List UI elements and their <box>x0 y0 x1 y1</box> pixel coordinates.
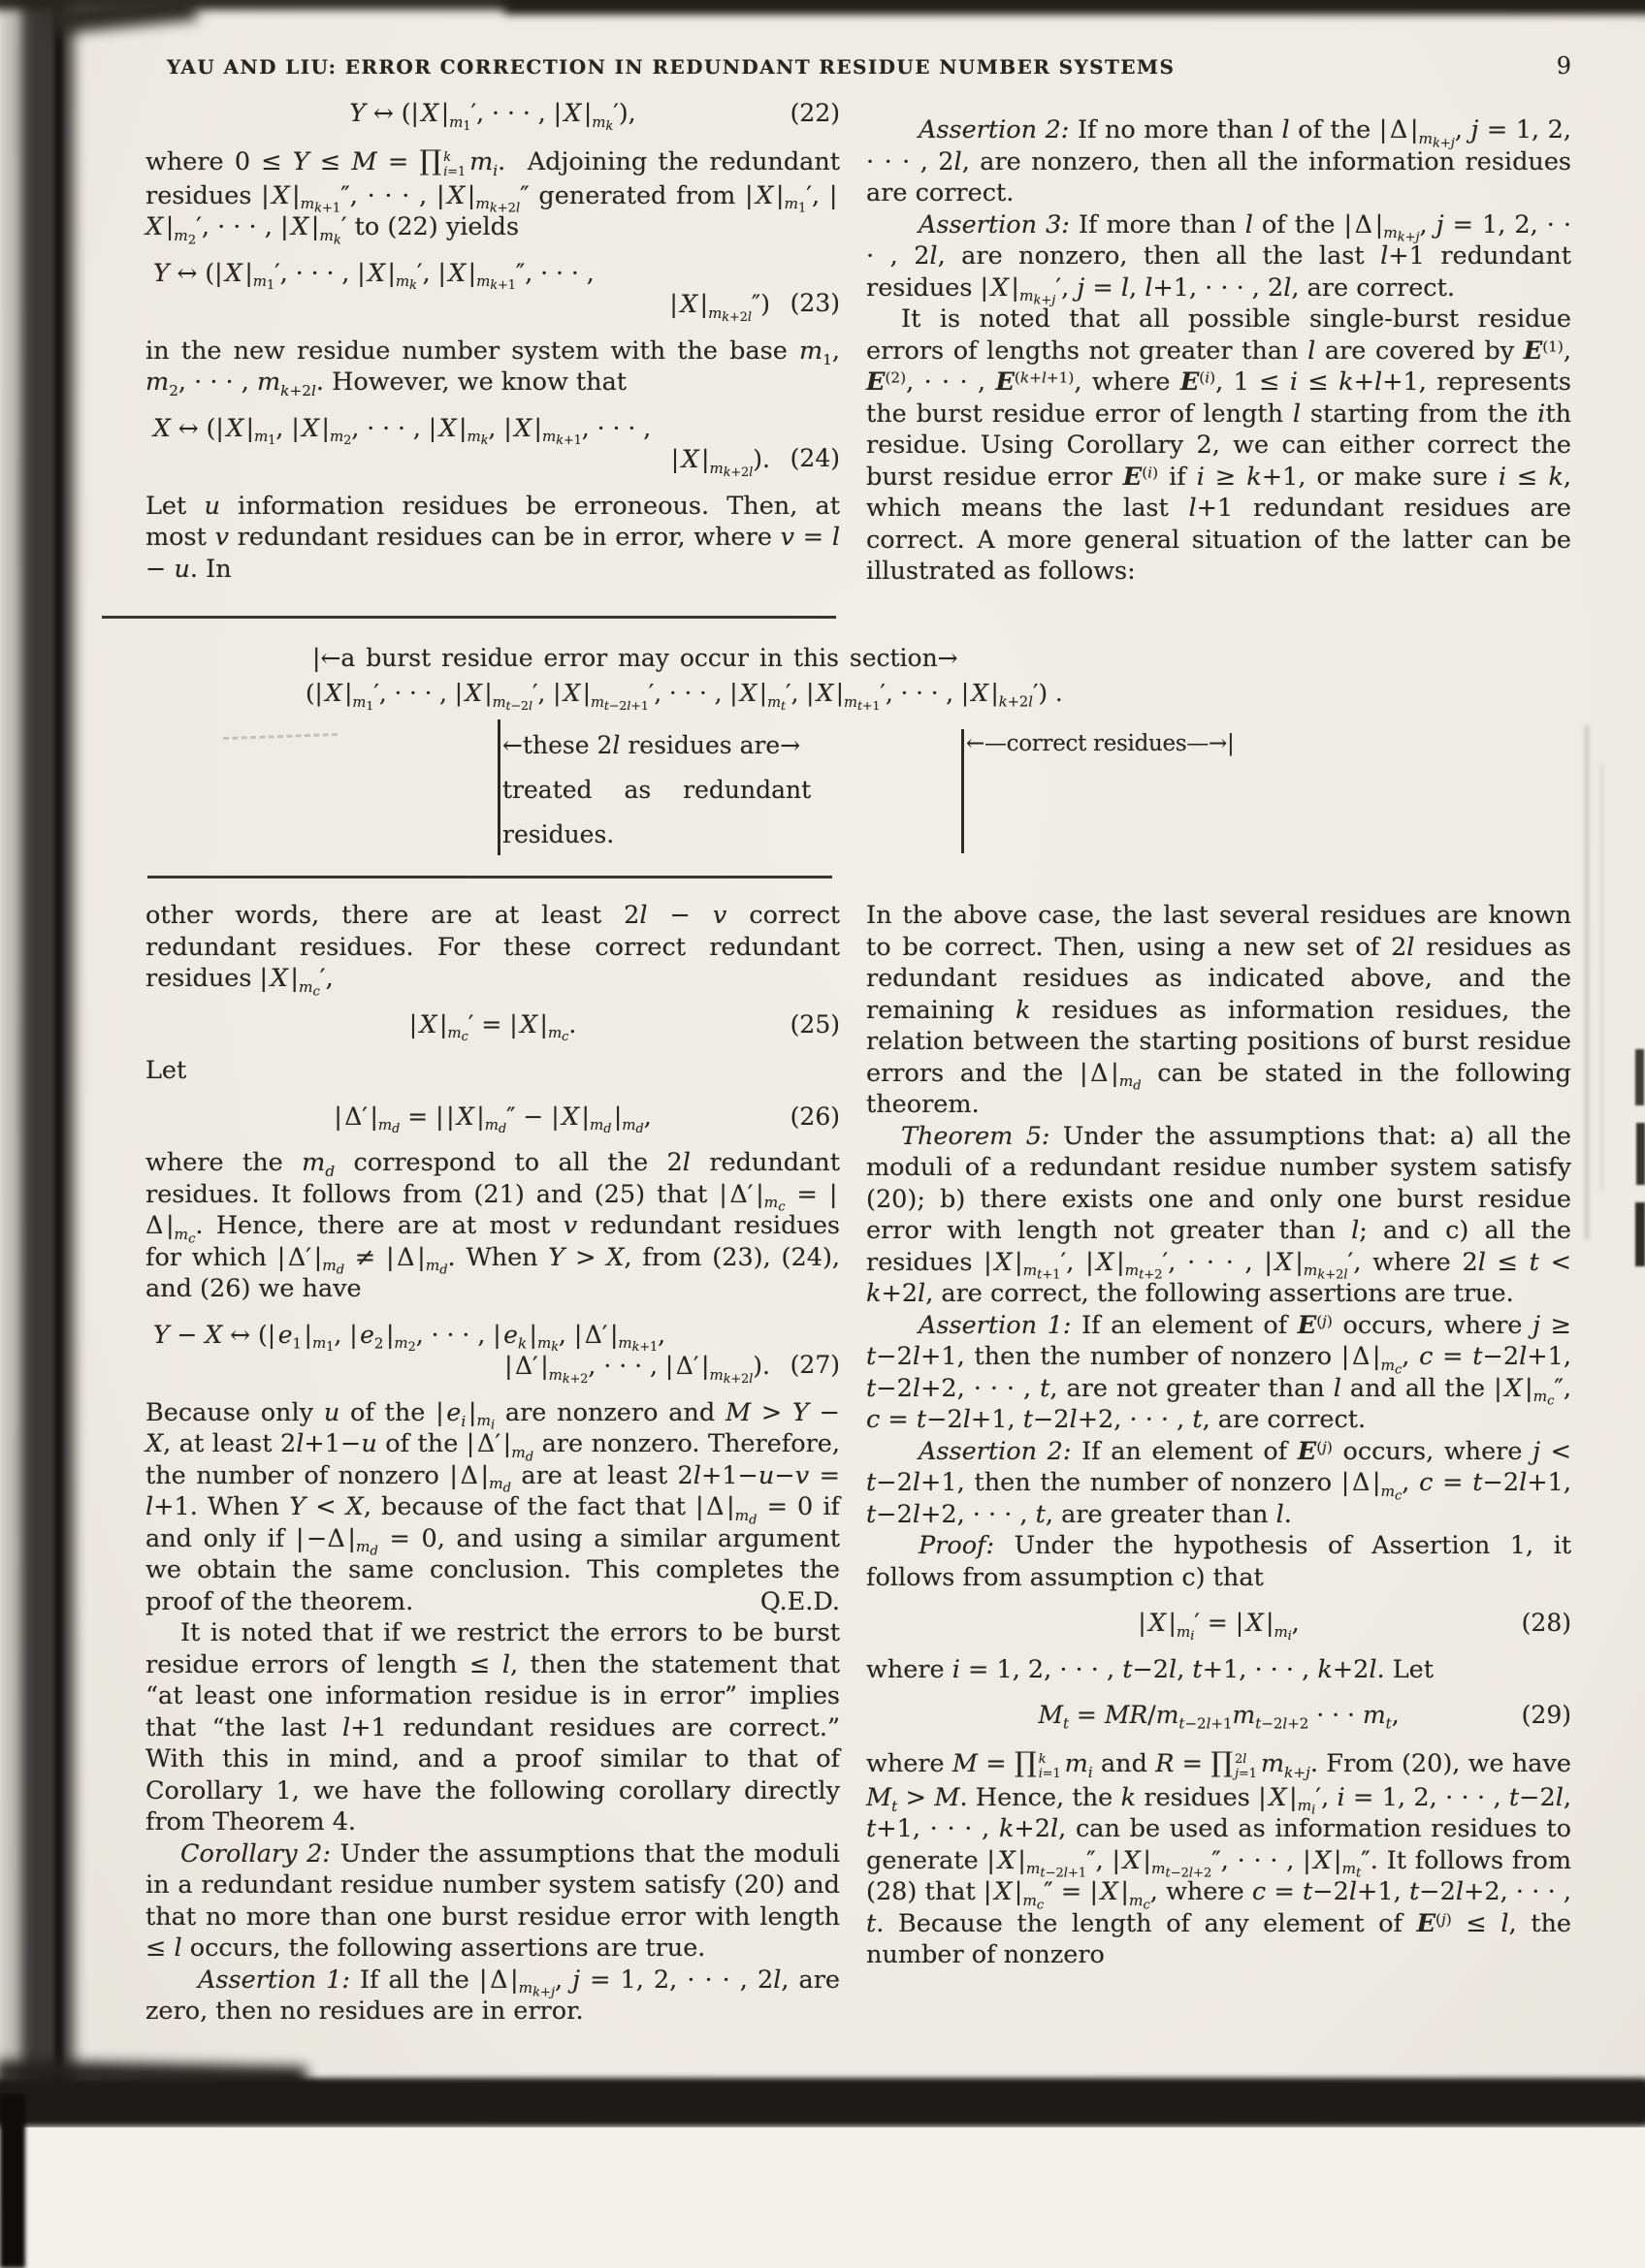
equation-23-line1: Y ↔ (| X $|_{m_1}'$, · · · , | X $|_{m_k}'$, | X $|_{m_{k+1}}''$, · · · , <box>153 258 595 294</box>
equation-27-line1: Y − X ↔ (| $e_1$ $|_{m_1}$, | $e_2$ $|_{m_2}$, · · · , | $e_k$ $|_{m_k}$, | Δ′ $|_{m_{k+1}}$, <box>153 1320 666 1356</box>
para-let: Let <box>145 1056 187 1085</box>
equation-26 <box>145 1102 840 1137</box>
equation-28-number: (28) <box>1521 1609 1571 1637</box>
para-assertion-3: Assertion 3: If more than l of the | Δ $|_{m_{k+j}}$, j = 1, 2, · · · , 2l, are nonzero, then all the last l+1 redundant residues | X $|_{m_{k+j}}'$, j = l, l+1, · · · , 2l, are correct. <box>866 209 1572 308</box>
para-assertion-1-left: Assertion 1: If all the | Δ $|_{m_{k+j}}$, j = 1, 2, · · · , 2l, are zero, then no residues are in error. <box>145 1965 841 2026</box>
para-because-only-u: Because only u of the | $e_i$ $|_{m_i}$ are nonzero and M > Y − X, at least 2l+1−u of the | Δ′ $|_{m_d}$ are nonzero. Therefore, the number of nonzero | Δ $|_{m_d}$ are at least 2l+1−u−v = l+1. When Y < X, because of the fact that | Δ $|_{m_d} = 0$ if and only if | −Δ $|_{m_d} = 0$, and using a similar argument we obtain the same conclusion. This completes the proof of the theorem. Q.E.D. <box>145 1397 841 1616</box>
burst-error-figure <box>0 621 1645 887</box>
equation-29 <box>866 1700 1571 1732</box>
para-proof: Proof: Under the hypothesis of Assertion 1, it follows from assumption c) that <box>866 1531 1571 1592</box>
equation-24-line1: X ↔ (| X $|_{m_1}$, | X $|_{m_2}$, · · · , | X $|_{m_k}$, | X $|_{m_{k+1}}$, · · · , <box>153 413 652 449</box>
equation-25-number: (25) <box>790 1009 840 1038</box>
equation-27-number: (27) <box>790 1351 840 1379</box>
equation-27-line2: | Δ′ $|_{m_{k+2}}$, · · · , | Δ′ $|_{m_{k+2l}}$). <box>504 1352 770 1387</box>
para-where-adjoining: where 0 ≤ Y ≤ M = ∏ k i=1 $m_i$. Adjoining the redundant residues | X $|_{m_{k+1}}''$, · · · , | X $|_{m_{k+2l}}''$ generated from | X $|_{m_1}'$, | X $|_{m_2}'$, · · · , | X $|_{m_k}'$ to (22) yields <box>145 143 841 248</box>
figure-rule-top <box>102 616 836 619</box>
equation-24 <box>145 413 840 480</box>
equation-24-number: (24) <box>790 444 840 473</box>
figure-treated-label: treated as redundant <box>502 776 812 804</box>
figure-rule-bottom <box>147 876 832 878</box>
figure-correct-residues-label: ←—correct residues—→| <box>966 731 1235 756</box>
running-title: YAU AND LIU: ERROR CORRECTION IN REDUNDANT RESIDUE NUMBER SYSTEMS <box>167 55 1176 79</box>
para-where-i: where i = 1, 2, · · · , t−2l, t+1, · · · , k+2l. Let <box>866 1654 1434 1684</box>
equation-25-body: | X $|_{m_c}'$ = | X $|_{m_c}$. <box>408 1009 577 1045</box>
para-assertion-2-right: Assertion 2: If an element of $E^{(j)}$ occurs, where j < t−2l+1, then the number of nonzero | Δ $|_{m_c}$, c = t−2l+1, t−2l+2, · · · , t, are greater than l. <box>866 1436 1571 1529</box>
figure-divider-bar-left <box>498 719 500 855</box>
equation-23 <box>145 258 840 325</box>
equation-28-body: | X $|_{m_i}'$ = | X $|_{m_i}$, <box>1138 1609 1300 1644</box>
equation-25 <box>145 1009 840 1045</box>
left-column-top <box>145 83 840 585</box>
equation-22 <box>145 98 840 134</box>
para-new-residue-system: in the new residue number system with the base $m_1$, $m_2$, · · · , $m_{k+2l}$. However, we know that <box>145 335 840 399</box>
figure-these-residues-label: ←these 2l residues are→ <box>502 731 801 759</box>
equation-22-body: Y ↔ (| X $|_{m_1}'$, · · · , | X $|_{m_k}'$), <box>349 99 636 134</box>
equation-29-number: (29) <box>1521 1701 1571 1729</box>
para-let-u-information: Let u information residues be erroneous. Then, at most v redundant residues can be in error, where v = l − u. In <box>145 491 840 584</box>
para-restrict-errors: It is noted that if we restrict the errors to be burst residue errors of length ≤ l, then the statement that “at least one information residue is in error” implies that “the last l+1 redundant residues are correct.” With this in mind, and a proof similar to that of Corollary 1, we have the following corollary directly from Theorem 4. <box>145 1618 840 1837</box>
equation-24-line2: | X $|_{m_{k+2l}}$). <box>670 445 770 480</box>
figure-residue-equation: (| X $|_{m_1}'$, · · · , | X $|_{m_{t-2l}}'$, | X $|_{m_{t-2l+1}}'$, · · · , | X $|_{m_t}'$, | X $|_{m_{t+1}}'$, · · · , | X $|_{k+2l}'$) . <box>306 679 1063 713</box>
equation-26-number: (26) <box>790 1102 840 1131</box>
para-where-M: where M = ∏ k i=1 $m_i$ and R = ∏ 2l j=1 $m_{k+j}$. From (20), we have $M_t > M$. Hence, the k residues | X $|_{m_i}'$, i = 1, 2, · · · , t−2l, t+1, · · · , k+2l, can be used as information residues to generate | X $|_{m_{t-2l+1}}''$, | X $|_{m_{t-2l+2}}''$, · · · , | X $|_{m_t}''$. It follows from (28) that | X $|_{m_c}''$ = | X $|_{m_c}$, where c = t−2l+1, t−2l+2, · · · , t. Because the length of any element of $E^{(j)} \le l$, the number of nonzero <box>866 1744 1572 1970</box>
equation-26-body: | Δ′ $|_{m_d}$ = | | X $|_{m_d}''$ − | X $|_{m_d}$ $|_{m_d}$, <box>334 1102 652 1137</box>
equation-23-line2: | X $|_{m_{k+2l}}''$) <box>669 290 770 325</box>
para-assertion-2: Assertion 2: If no more than l of the | Δ $|_{m_{k+j}}$, j = 1, 2, · · · , 2l, are nonzero, then all the information residues are correct. <box>866 115 1572 208</box>
equation-28 <box>866 1608 1571 1644</box>
right-column-top <box>866 114 1571 588</box>
page-number: 9 <box>1556 52 1571 80</box>
figure-divider-bar-middle <box>961 729 964 853</box>
para-other-words: other words, there are at least 2l − v correct redundant residues. For these correct redundant residues | X $|_{m_c}'$, <box>145 901 840 1000</box>
para-single-burst-noted: It is noted that all possible single-burst residue errors of lengths not greater than l are covered by $E^{(1)}$, $E^{(2)}$, · · · , $E^{(k+l+1)}$, where $E^{(i)}$, 1 ≤ i ≤ k+l+1, represents the burst residue error of length l starting from the ith residue. Using Corollary 2, we can either correct the burst residue error $E^{(i)}$ if i ≥ k+1, or make sure i ≤ k, which means the last l+1 redundant residues are correct. A more general situation of the latter can be illustrated as follows: <box>866 304 1572 586</box>
equation-29-body: $M_t = MR/m_{t-2l+1}m_{t-2l+2}$ · · · $m_t$, <box>1038 1701 1400 1733</box>
equation-27 <box>145 1320 840 1387</box>
equation-22-number: (22) <box>790 99 840 127</box>
para-theorem-5: Theorem 5: Under the assumptions that: a) all the moduli of a redundant residue number system satisfy (20); b) there exists one and only one burst residue error with length not greater than l; and c) all the residues | X $|_{m_{t+1}}'$, | X $|_{m_{t+2}}'$, · · · , | X $|_{m_{k+2l}}'$, where 2l ≤ t < k+2l, are correct, the following assertions are true. <box>866 1121 1572 1308</box>
para-assertion-1-right: Assertion 1: If an element of $E^{(j)}$ occurs, where j ≥ t−2l+1, then the number of nonzero | Δ $|_{m_c}$, c = t−2l+1, t−2l+2, · · · , t, are not greater than l and all the | X $|_{m_c}''$, c = t−2l+1, t−2l+2, · · · , t, are correct. <box>866 1310 1571 1434</box>
para-in-above-case: In the above case, the last several residues are known to be correct. Then, using a new set of 2l residues as redundant residues as indicated above, and the remaining k residues as information residues, the relation between the starting positions of burst residue errors and the | Δ $|_{m_d}$ can be stated in the following theorem. <box>866 901 1571 1119</box>
para-where-md: where the $m_d$ correspond to all the 2l redundant residues. It follows from (21) and (25) that | Δ′ $|_{m_c}$ = | Δ $|_{m_c}$. Hence, there are at most v redundant residues for which | Δ′ $|_{m_d}$ ≠ | Δ $|_{m_d}$. When Y > X, from (23), (24), and (26) we have <box>145 1148 840 1303</box>
figure-residues-label: residues. <box>502 820 615 848</box>
figure-burst-section-label: |←a burst residue error may occur in this section→ <box>312 644 958 672</box>
left-column-bottom <box>145 900 840 2028</box>
para-corollary-2: Corollary 2: Under the assumptions that the moduli in a redundant residue number system satisfy (20) and that no more than one burst residue error with length ≤ l occurs, the following assertions are true. <box>145 1838 840 1963</box>
pencil-mark-artifact <box>223 733 338 740</box>
right-column-bottom <box>866 900 1571 1971</box>
page-header <box>167 52 1571 80</box>
equation-23-number: (23) <box>790 289 840 318</box>
